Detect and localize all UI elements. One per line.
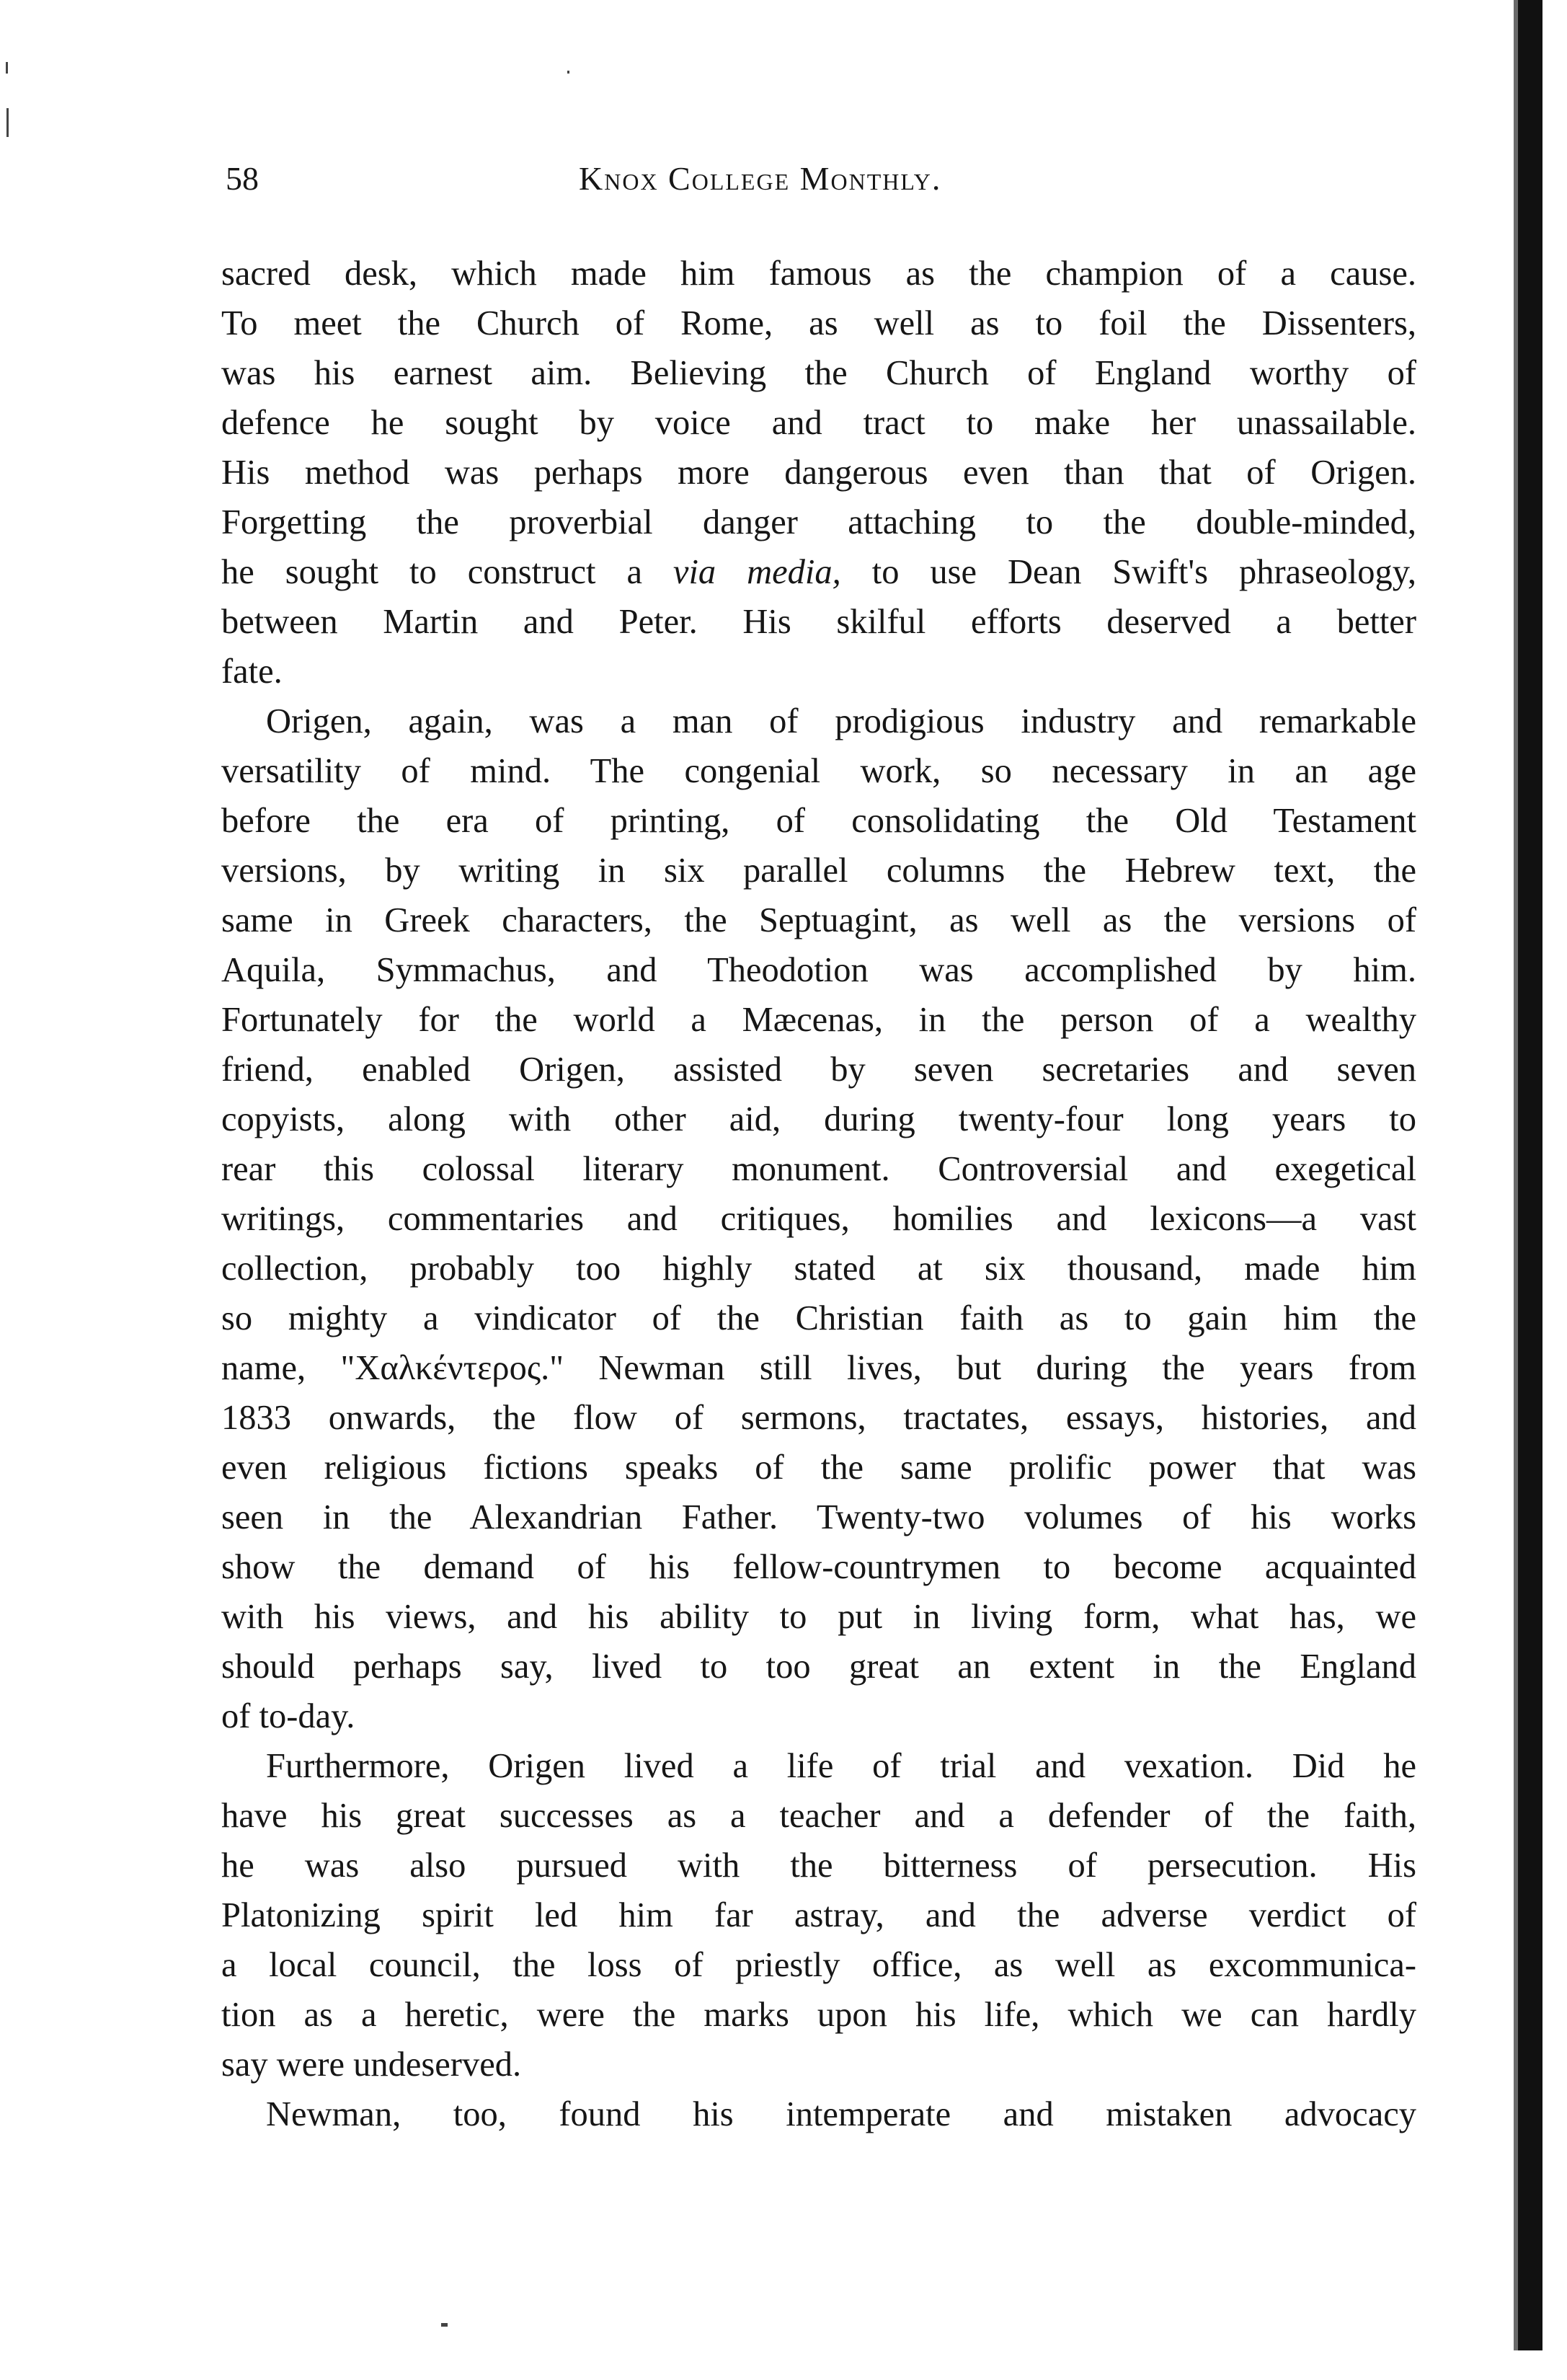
journal-title: Knox College Monthly.: [579, 160, 942, 197]
text-line: copyists, along with other aid, during twenty-four long years to: [221, 1100, 1416, 1138]
text-line: 1833 onwards, the flow of sermons, tractates, essays, histories, and: [221, 1399, 1416, 1437]
scan-speck: [441, 2323, 448, 2327]
text-line: between Martin and Peter. His skilful efforts deserved a better: [221, 603, 1416, 641]
text-fragment: to use Dean Swift's phraseology,: [871, 553, 1416, 591]
text-line: name, "Χαλκέντερος." Newman still lives, but during the years from: [221, 1349, 1416, 1387]
text-line: versions, by writing in six parallel columns the Hebrew text, the: [221, 851, 1416, 890]
text-line: with his views, and his ability to put in living form, what has, we: [221, 1598, 1416, 1636]
page-number: 58: [226, 160, 259, 197]
text-line: collection, probably too highly stated at six thousand, made him: [221, 1249, 1416, 1288]
text-line: sacred desk, which made him famous as the champion of a cause.: [221, 255, 1416, 293]
paragraph-first-line: Newman, too, found his intemperate and mistaken advocacy: [266, 2095, 1416, 2133]
text-line: rear this colossal literary monument. Controversial and exegetical: [221, 1150, 1416, 1188]
text-line: should perhaps say, lived to too great an extent in the England: [221, 1647, 1416, 1686]
text-line: defence he sought by voice and tract to make her unassailable.: [221, 404, 1416, 442]
text-line: tion as a heretic, were the marks upon his life, which we can hardly: [221, 1996, 1416, 2034]
scan-edge-bar: [1518, 0, 1542, 2350]
text-line: a local council, the loss of priestly office, as well as excommunica-: [221, 1946, 1416, 1984]
text-line: [221, 547, 1416, 597]
text-line: he was also pursued with the bitterness of persecution. His: [221, 1846, 1416, 1885]
text-line: was his earnest aim. Believing the Church of England worthy of: [221, 354, 1416, 392]
scan-speck: [6, 108, 9, 137]
text-line: have his great successes as a teacher and a defender of the faith,: [221, 1797, 1416, 1835]
text-line: Platonizing spirit led him far astray, and the adverse verdict of: [221, 1896, 1416, 1934]
paragraph-end-line: of to-day.: [221, 1697, 355, 1735]
running-head: [226, 157, 1422, 208]
text-line: Aquila, Symmachus, and Theodotion was accomplished by him.: [221, 951, 1416, 989]
italic-phrase: via media,: [672, 553, 841, 591]
paragraph-end-line: say were undeserved.: [221, 2045, 522, 2084]
text-line: His method was perhaps more dangerous even than that of Origen.: [221, 454, 1416, 492]
text-line: writings, commentaries and critiques, homilies and lexicons—a vast: [221, 1200, 1416, 1238]
text-line: show the demand of his fellow-countrymen to become acquainted: [221, 1548, 1416, 1586]
paragraph-first-line: Furthermore, Origen lived a life of trial and vexation. Did he: [266, 1747, 1416, 1785]
text-line: versatility of mind. The congenial work, so necessary in an age: [221, 752, 1416, 790]
scan-speck: [6, 62, 8, 74]
text-line: so mighty a vindicator of the Christian faith as to gain him the: [221, 1299, 1416, 1337]
text-line: friend, enabled Origen, assisted by seven secretaries and seven: [221, 1050, 1416, 1089]
body-text: [221, 249, 1416, 2139]
text-line: same in Greek characters, the Septuagint, as well as the versions of: [221, 901, 1416, 939]
text-fragment: he sought to construct a: [221, 553, 642, 591]
text-line: before the era of printing, of consolidating the Old Testament: [221, 802, 1416, 840]
text-line: To meet the Church of Rome, as well as to foil the Dissenters,: [221, 304, 1416, 342]
paragraph-first-line: Origen, again, was a man of prodigious industry and remarkable: [266, 702, 1416, 740]
text-line: Forgetting the proverbial danger attaching to the double-minded,: [221, 503, 1416, 541]
text-line: even religious fictions speaks of the same prolific power that was: [221, 1448, 1416, 1487]
text-line: seen in the Alexandrian Father. Twenty-two volumes of his works: [221, 1498, 1416, 1536]
paragraph-end-line: fate.: [221, 652, 283, 691]
scan-speck: [567, 71, 569, 74]
text-line: Fortunately for the world a Mæcenas, in the person of a wealthy: [221, 1001, 1416, 1039]
